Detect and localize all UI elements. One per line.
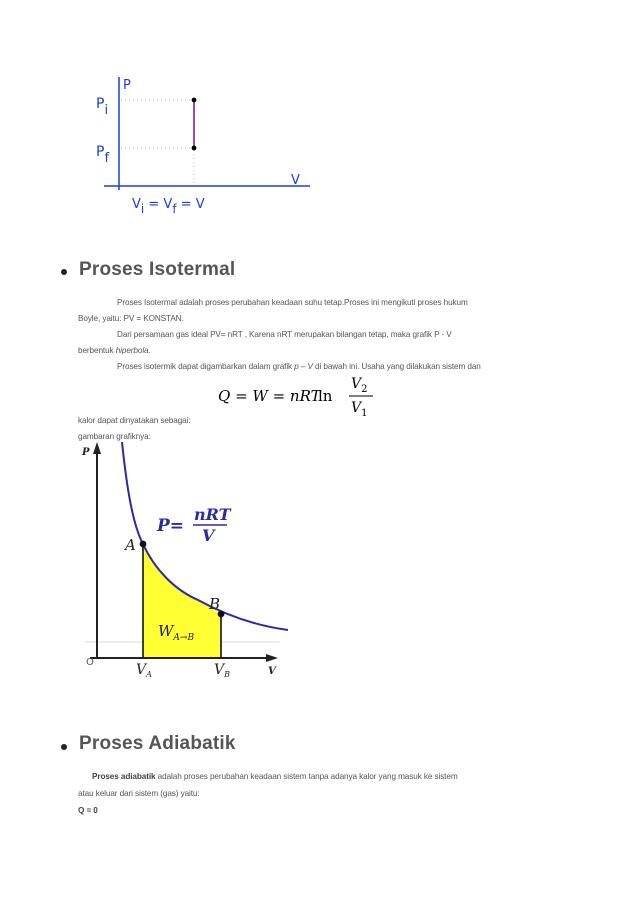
isotherm-equation-num: nRT	[194, 505, 231, 524]
va-label: $V_A$	[136, 662, 152, 679]
pi-label: Pi	[96, 96, 109, 118]
isotermal-line-3: Dari persamaan gas ideal PV= nRT , Karena nRT merupakan bilangan tetap, maka grafik P - V	[117, 330, 452, 339]
p-axis-arrow	[93, 442, 101, 454]
isotherm-equation-den: V	[202, 526, 215, 545]
isotherm-equation-lhs: P=	[157, 516, 185, 536]
bullet-isotermal	[61, 269, 67, 275]
work-label: $W_{A\to B}$	[158, 622, 195, 643]
adiabatik-line-2: atau keluar dari sistem (gas) yaitu:	[78, 789, 200, 798]
adiabatik-line-1: Proses adiabatik adalah proses perubahan keadaan sistem tanpa adanya kalor yang masuk ke sistem	[92, 772, 458, 781]
isotermal-line-6: kalor dapat dinyatakan sebagai:	[78, 416, 191, 425]
state-point-f	[192, 146, 197, 151]
isochoric-diagram	[88, 72, 318, 222]
state-point-i	[192, 98, 197, 103]
formula-ln: ln	[318, 387, 333, 405]
point-a-marker	[140, 541, 147, 548]
volume-equality-label: Vi = Vf = V	[132, 197, 205, 216]
isotermal-line-2: Boyle, yaitu: PV = KONSTAN.	[78, 314, 184, 323]
work-heat-formula	[218, 372, 378, 422]
bullet-adiabatik	[61, 744, 67, 750]
point-a-label: A	[125, 536, 136, 554]
v-axis-label: V	[268, 666, 276, 677]
formula-lhs: Q = W = nRT	[218, 387, 321, 405]
formula-numerator: $V_2$	[351, 376, 368, 395]
heading-adiabatik: Proses Adiabatik	[79, 733, 236, 754]
origin-label: O	[86, 657, 94, 668]
heading-isotermal: Proses Isotermal	[79, 259, 236, 280]
v-axis-label: V	[291, 173, 300, 188]
vb-label: $V_B$	[214, 662, 231, 679]
isothermal-pv-graph	[80, 440, 300, 680]
p-axis-label: P	[123, 78, 131, 93]
v-axis-arrow	[266, 654, 278, 662]
p-axis-label: P	[82, 447, 90, 458]
isotermal-line-1: Proses Isotermal adalah proses perubahan keadaan suhu tetap.Proses ini mengikuti proses hukum	[117, 298, 468, 307]
isotermal-line-7: gambaran grafiknya:	[78, 432, 151, 441]
isotermal-line-5: Proses isotermik dapat digambarkan dalam grafik p – V di bawah ini. Usaha yang dilakukan sistem dan	[117, 362, 481, 371]
point-b-label: B	[209, 595, 221, 613]
adiabatik-line-3: Q = 0	[78, 806, 98, 815]
pf-label: Pf	[96, 144, 110, 166]
isotermal-line-4: berbentuk hiperbola.	[78, 346, 151, 355]
formula-denominator: $V_1$	[351, 400, 368, 419]
